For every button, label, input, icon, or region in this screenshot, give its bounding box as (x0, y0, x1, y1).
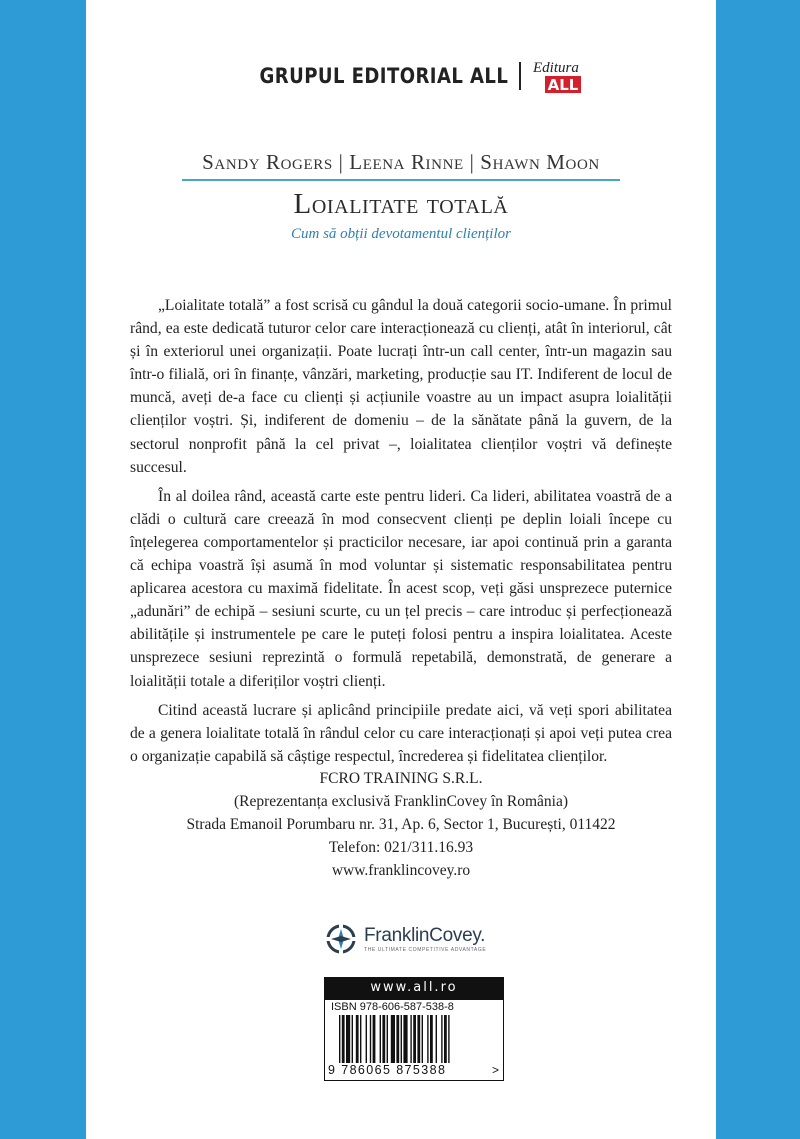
franklincovey-name: FranklinCovey. (364, 925, 486, 946)
barcode-bar (417, 1015, 420, 1063)
barcode-bar (339, 1015, 340, 1063)
barcode-bar (436, 1015, 437, 1063)
barcode-bar (342, 1015, 345, 1063)
contact-note: (Reprezentanța exclusivă FranklinCovey în România) (233, 793, 568, 810)
barcode-bar (370, 1015, 371, 1063)
barcode-bar (413, 1015, 416, 1063)
barcode (339, 1015, 491, 1063)
blurb-paragraph: Citind această lucrare și aplicând principiile predate aici, vă veți spori abilitatea de a genera loialitate totală în rândul celor cu care interacționați și apoi veți putea crea o organizație capabilă să câștige respectul, încrederea și fidelitatea clienților. (130, 701, 672, 765)
compass-icon (326, 924, 356, 954)
barcode-bar (382, 1015, 385, 1063)
barcode-bar (427, 1015, 428, 1063)
barcode-bar (422, 1015, 423, 1063)
barcode-digits: 9 786065 875388 (328, 1063, 447, 1077)
barcode-bar (352, 1015, 353, 1063)
back-cover (86, 0, 716, 1139)
isbn-barcode-box (324, 999, 504, 1081)
barcode-bar (396, 1015, 399, 1063)
title-rule (182, 179, 620, 181)
barcode-bar (403, 1015, 407, 1063)
barcode-bar (410, 1015, 411, 1063)
book-authors: Sandy Rogers | Leena Rinne | Shawn Moon (202, 150, 600, 174)
isbn-number: ISBN 978-606-587-538-8 (331, 1001, 454, 1013)
contact-website: www.franklincovey.ro (331, 862, 471, 879)
barcode-bar (441, 1015, 442, 1063)
barcode-bar (387, 1015, 388, 1063)
publisher-divider (519, 62, 521, 90)
barcode-bar (360, 1015, 361, 1063)
barcode-bar (391, 1015, 395, 1063)
blurb-paragraph: În al doilea rând, această carte este pentru lideri. Ca lideri, abilitatea voastră de a clădi o cultură care creează în mod consecvent clienți pe deplin loiali începe cu înțelegerea comportamentelor și practicilor necesare, iar apoi continuă prin a garanta că echipa voastră își asumă în mod voluntar și sistematic responsabilitatea pentru aplicarea acestora cu maximă fidelitate. În acest scop, veți găsi unsprezece puternice „adunări” de echipă – sesiuni scurte, cu un țel precis – care introduc și perfecționează abilitățile și instrumentele pe care le puteți folosi pentru a inspira loialitatea. Aceste unsprezece sesiuni reprezintă o formulă repetabilă, demonstrată, de generare a loialității totale a diferiților voștri clienți. (130, 487, 672, 690)
contact-company: FCRO TRAINING S.R.L. (319, 770, 483, 787)
publisher-header (86, 56, 716, 96)
contact-block (86, 767, 716, 882)
book-subtitle: Cum să obții devotamentul clienților (291, 226, 511, 242)
book-title: Loialitate totală (293, 188, 509, 220)
contact-address: Strada Emanoil Porumbaru nr. 31, Ap. 6, Sector 1, București, 011422 (186, 816, 616, 833)
barcode-bar (366, 1015, 367, 1063)
barcode-bar (401, 1015, 402, 1063)
franklincovey-tagline: THE ULTIMATE COMPETITIVE ADVANTAGE (364, 947, 487, 953)
franklincovey-logo (326, 917, 486, 961)
publisher-website: www.all.ro (324, 977, 504, 999)
editura-all-logo (531, 56, 583, 96)
barcode-bar (380, 1015, 381, 1063)
barcode-bar (373, 1015, 376, 1063)
svg-text:ALL: ALL (547, 76, 579, 94)
barcode-bar (430, 1015, 433, 1063)
svg-text:Editura: Editura (532, 60, 579, 76)
barcode-bar (448, 1015, 449, 1063)
book-blurb (130, 294, 672, 774)
barcode-arrow: > (491, 1063, 499, 1077)
publisher-name: GRUPUL EDITORIAL ALL (259, 64, 509, 88)
barcode-bar (346, 1015, 350, 1063)
barcode-bar (356, 1015, 359, 1063)
contact-phone: Telefon: 021/311.16.93 (328, 839, 474, 856)
blurb-paragraph: „Loialitate totală” a fost scrisă cu gândul la două categorii socio-umane. În primul rând, ea este dedicată tuturor celor care interacționează cu clienți, atât în interiorul, cât și în exteriorul unei organizații. Poate lucrați într-un call center, într-un magazin sau într-o filială, ori în finanțe, vânzări, marketing, producție sau IT. Indiferent de locul de muncă, aveți de-a face cu clienți și acțiunile voastre au un impact asupra loialității clienților voștri. Și, indiferent de domeniu – de la sănătate până la guvern, de la sectorul nonprofit până la cel privat –, loialitatea clienților voștri vă definește succesul. (130, 297, 672, 476)
barcode-bar (444, 1015, 447, 1063)
